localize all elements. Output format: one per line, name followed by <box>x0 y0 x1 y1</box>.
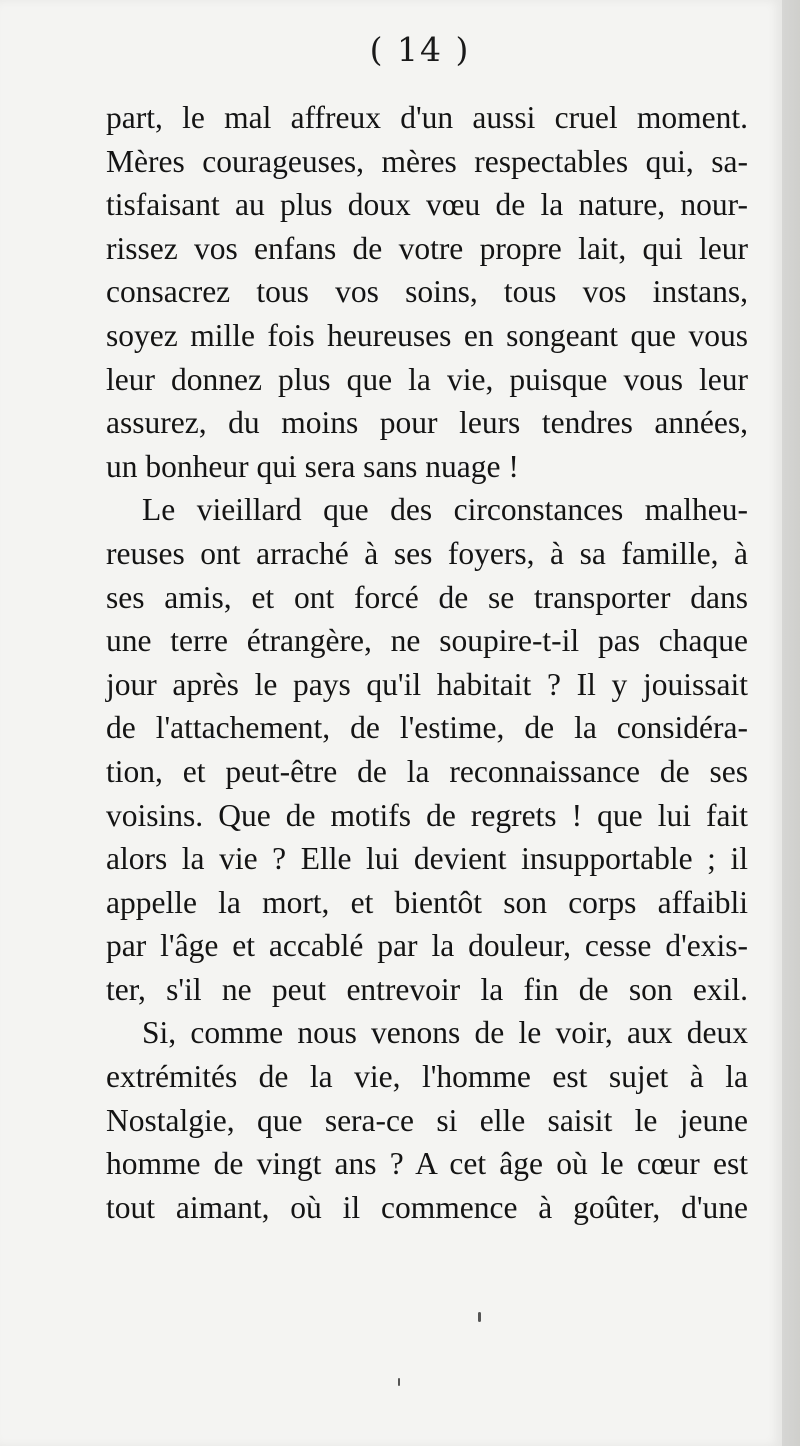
text-line: jour après le pays qu'il habitait ? Il y jouissait <box>106 666 748 702</box>
paper-speck <box>478 1312 481 1322</box>
page-edge <box>782 0 800 1446</box>
text-line: appelle la mort, et bientôt son corps affaibli <box>106 884 748 920</box>
text-line: assurez, du moins pour leurs tendres années, <box>106 405 748 441</box>
text-line: soyez mille fois heureuses en songeant que vous <box>106 317 748 353</box>
text-line: par l'âge et accablé par la douleur, cesse d'exis- <box>106 928 748 964</box>
text-line: Mères courageuses, mères respectables qui, sa- <box>106 143 748 179</box>
text-line: voisins. Que de motifs de regrets ! que lui fait <box>106 797 748 833</box>
text-line: leur donnez plus que la vie, puisque vous leur <box>106 361 748 397</box>
text-line: part, le mal affreux d'un aussi cruel moment. <box>106 100 748 135</box>
page-number: ( 14 ) <box>369 30 471 69</box>
text-line: alors la vie ? Elle lui devient insupportable ; il <box>106 841 748 877</box>
text-line: consacrez tous vos soins, tous vos instans, <box>106 274 748 310</box>
text-line: extrémités de la vie, l'homme est sujet à la <box>106 1059 748 1095</box>
text-line: ter, s'il ne peut entrevoir la fin de son exil. <box>106 971 748 1007</box>
text-line: tion, et peut-être de la reconnaissance de ses <box>106 753 748 789</box>
text-line: ses amis, et ont forcé de se transporter dans <box>106 579 748 615</box>
text-line: reuses ont arraché à ses foyers, à sa famille, à <box>106 535 748 571</box>
text-line: tisfaisant au plus doux vœu de la nature, nour- <box>106 187 748 223</box>
text-line: une terre étrangère, ne soupire-t-il pas chaque <box>106 623 748 659</box>
paper-speck <box>398 1378 400 1386</box>
text-line: homme de vingt ans ? A cet âge où le cœur est <box>106 1146 748 1182</box>
text-line: tout aimant, où il commence à goûter, d'une <box>106 1189 748 1225</box>
text-line: rissez vos enfans de votre propre lait, qui leur <box>106 230 748 266</box>
text-line: un bonheur qui sera sans nuage ! <box>106 448 519 484</box>
text-line: Nostalgie, que sera-ce si elle saisit le jeune <box>106 1102 748 1138</box>
body-text <box>106 96 748 1229</box>
text-line: Si, comme nous venons de le voir, aux deux <box>142 1015 748 1051</box>
text-line: de l'attachement, de l'estime, de la considéra- <box>106 710 748 746</box>
text-line: Le vieillard que des circonstances malheu- <box>142 492 748 528</box>
